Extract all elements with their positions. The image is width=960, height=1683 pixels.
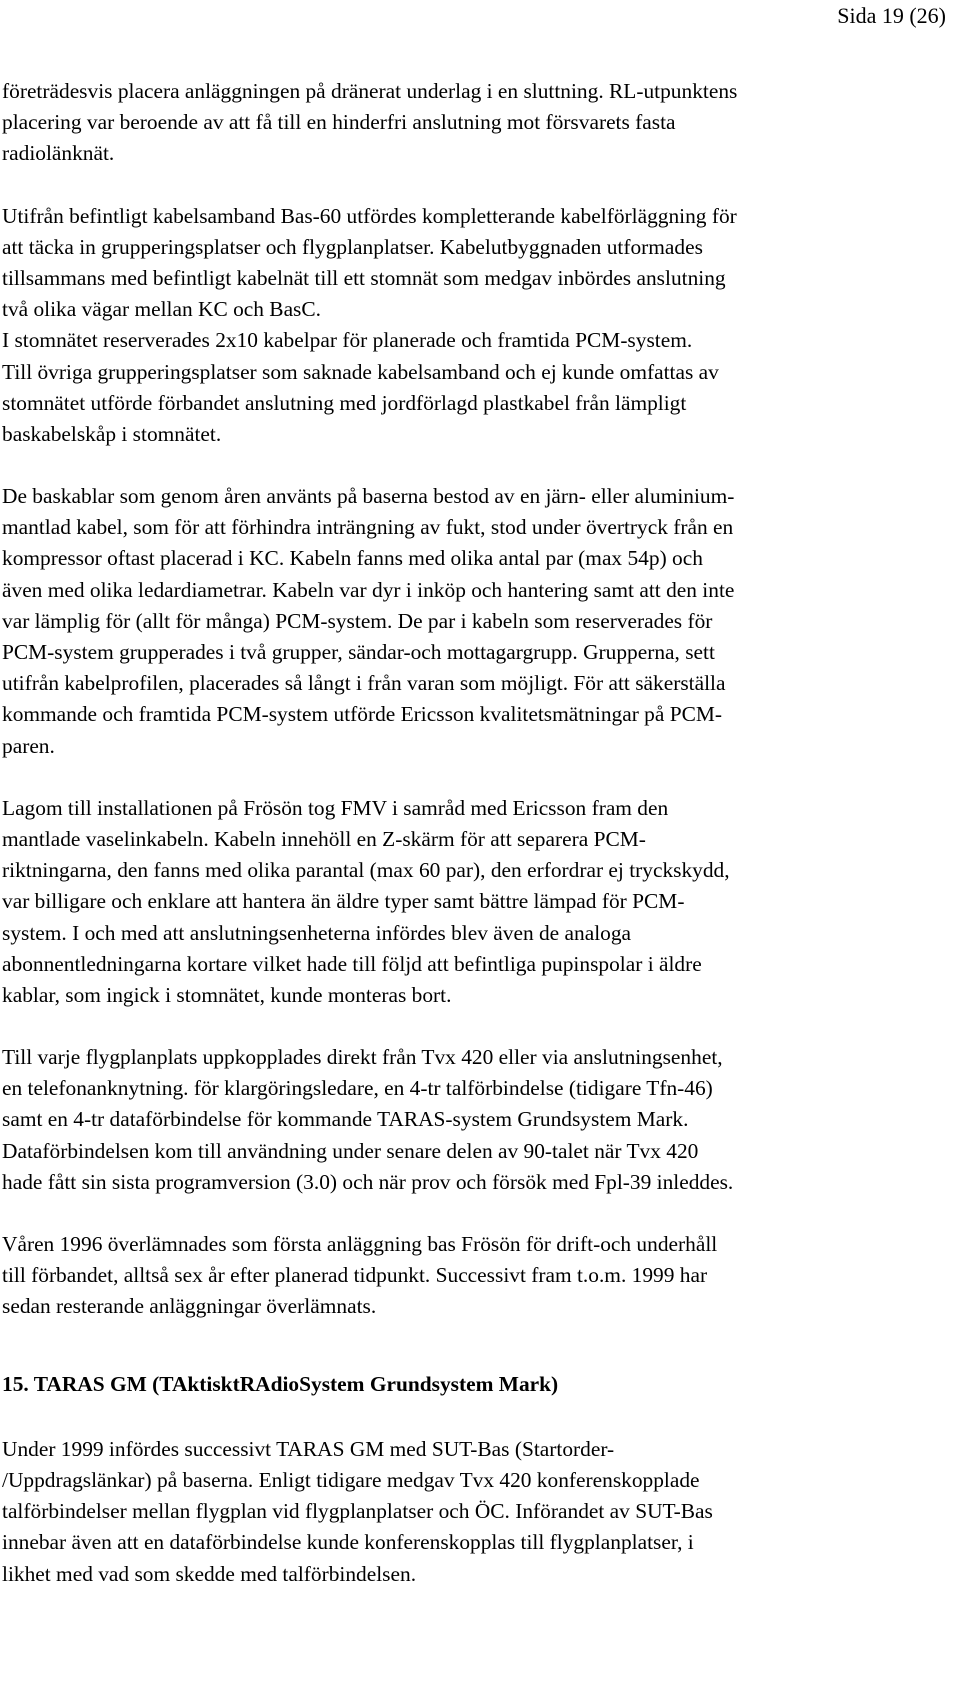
text-line: kablar, som ingick i stomnätet, kunde monteras bort. bbox=[2, 982, 452, 1007]
text-line: talförbindelser mellan flygplan vid flygplanplatser och ÖC. Införandet av SUT-Bas bbox=[2, 1499, 713, 1524]
text-line: samt en 4-tr dataförbindelse för kommande TARAS-system Grundsystem Mark. bbox=[2, 1107, 689, 1132]
text-line: hade fått sin sista programversion (3.0) och när prov och försök med Fpl-39 inleddes. bbox=[2, 1169, 734, 1194]
text-line: Utifrån befintligt kabelsamband Bas-60 utfördes kompletterande kabelförläggning för bbox=[2, 203, 737, 228]
text-line: stomnätet utförde förbandet anslutning med jordförlagd plastkabel från lämpligt bbox=[2, 390, 687, 415]
text-line: system. I och med att anslutningsenheterna infördes blev även de analoga bbox=[2, 920, 632, 945]
text-line: innebar även att en dataförbindelse kunde konferenskopplas till flygplanplatser, i bbox=[2, 1530, 694, 1555]
text-line: kommande och framtida PCM-system utförde Ericsson kvalitetsmätningar på PCM- bbox=[2, 702, 723, 727]
text-line: baskabelskåp i stomnätet. bbox=[2, 421, 222, 446]
text-line: I stomnätet reserverades 2x10 kabelpar för planerade och framtida PCM-system. bbox=[2, 328, 693, 353]
text-line: mantlade vaselinkabeln. Kabeln innehöll en Z-skärm för att separera PCM- bbox=[2, 826, 646, 851]
text-line: två olika vägar mellan KC och BasC. bbox=[2, 297, 322, 322]
section-heading: 15. TARAS GM (TAktisktRAdioSystem Grundsystem Mark) bbox=[2, 1371, 559, 1396]
text-line: PCM-system grupperades i två grupper, sändar-och mottagargrupp. Grupperna, sett bbox=[2, 640, 715, 664]
text-line: riktningarna, den fanns med olika parantal (max 60 par), den erfordrar ej tryckskydd, bbox=[2, 858, 730, 883]
text-line: även med olika ledardiametrar. Kabeln var dyr i inköp och hantering samt att den inte bbox=[2, 577, 735, 602]
text-line: till förbandet, alltså sex år efter planerad tidpunkt. Successivt fram t.o.m. 1999 har bbox=[2, 1263, 708, 1288]
text-line: var lämplig för (allt för många) PCM-system. De par i kabeln som reserverades för bbox=[2, 608, 713, 633]
text-line: mantlad kabel, som för att förhindra inträngning av fukt, stod under övertryck från en bbox=[2, 515, 734, 540]
text-line: kompressor oftast placerad i KC. Kabeln fanns med olika antal par (max 54p) och bbox=[2, 546, 703, 571]
paragraph bbox=[2, 481, 947, 762]
text-line: likhet med vad som skedde med talförbindelsen. bbox=[2, 1561, 417, 1586]
text-line: sedan resterande anläggningar överlämnats. bbox=[2, 1294, 377, 1319]
text-line: Våren 1996 överlämnades som första anläggning bas Frösön för drift-och underhåll bbox=[2, 1232, 718, 1256]
paragraph bbox=[2, 1434, 947, 1590]
text-line: Lagom till installationen på Frösön tog FMV i samråd med Ericsson fram den bbox=[2, 795, 669, 820]
text-line: Till varje flygplanplats uppkopplades direkt från Tvx 420 eller via anslutningsenhet, bbox=[2, 1045, 723, 1070]
text-line: abonnentledningarna kortare vilket hade till följd att befintliga pupinspolar i äldre bbox=[2, 951, 702, 976]
text-line: Under 1999 infördes successivt TARAS GM med SUT-Bas (Startorder- bbox=[2, 1436, 615, 1461]
text-line: paren. bbox=[2, 733, 55, 758]
text-line: radiolänknät. bbox=[2, 141, 115, 166]
page-number: Sida 19 (26) bbox=[837, 3, 946, 28]
text-line: var billigare och enklare att hantera än äldre typer samt bättre lämpad för PCM- bbox=[2, 889, 685, 914]
text-line: Dataförbindelsen kom till användning under senare delen av 90-talet när Tvx 420 bbox=[2, 1138, 699, 1163]
text-line: att täcka in grupperingsplatser och flygplanplatser. Kabelutbyggnaden utformades bbox=[2, 234, 703, 259]
text-line: De baskablar som genom åren använts på baserna bestod av en järn- eller aluminium- bbox=[2, 484, 735, 509]
document-body bbox=[2, 76, 947, 1590]
text-line: placering var beroende av att få till en hinderfri anslutning mot försvarets fasta bbox=[2, 110, 676, 135]
text-line: Till övriga grupperingsplatser som saknade kabelsamband och ej kunde omfattas av bbox=[2, 359, 719, 384]
text-line: företrädesvis placera anläggningen på dränerat underlag i en sluttning. RL-utpunktens bbox=[2, 79, 738, 103]
paragraph bbox=[2, 201, 947, 451]
text-line: utifrån kabelprofilen, placerades så långt i från varan som möjligt. För att säkerställa bbox=[2, 671, 726, 696]
paragraph bbox=[2, 1042, 947, 1198]
text-line: en telefonanknytning. för klargöringsledare, en 4-tr talförbindelse (tidigare Tfn-46) bbox=[2, 1076, 713, 1101]
paragraph bbox=[2, 793, 947, 1011]
text-line: /Uppdragslänkar) på baserna. Enligt tidigare medgav Tvx 420 konferenskopplade bbox=[2, 1467, 700, 1492]
paragraph bbox=[2, 1229, 947, 1323]
text-line: tillsammans med befintligt kabelnät till ett stomnät som medgav inbördes anslutning bbox=[2, 265, 726, 290]
paragraph bbox=[2, 76, 947, 170]
